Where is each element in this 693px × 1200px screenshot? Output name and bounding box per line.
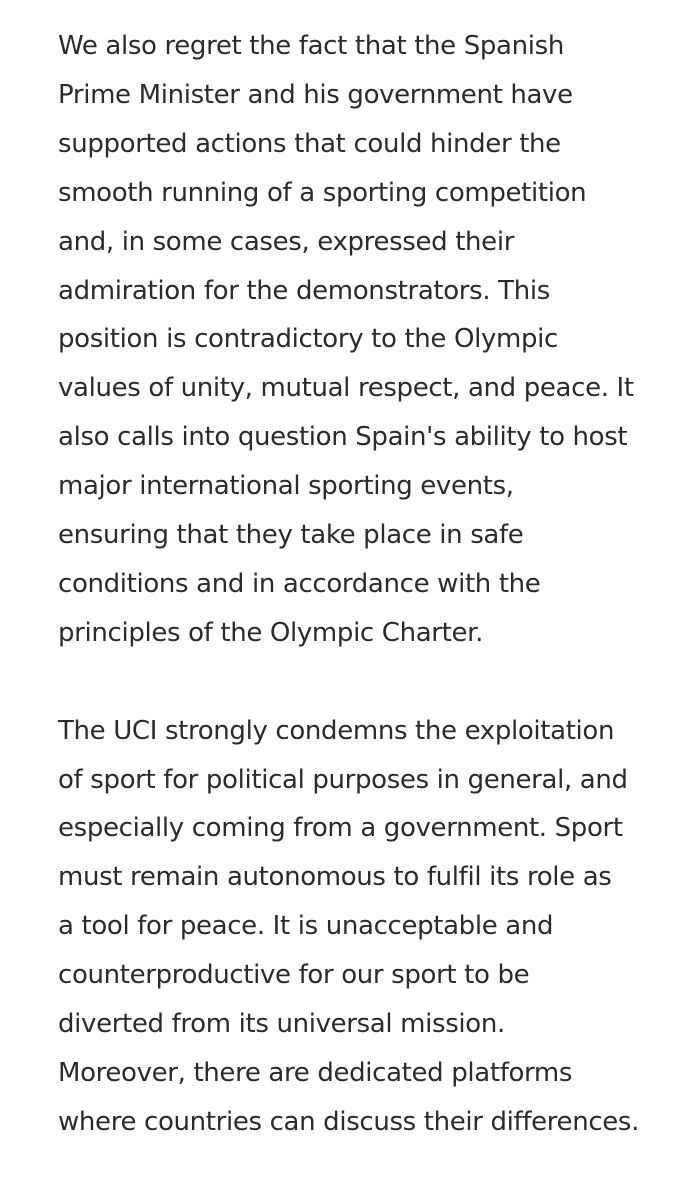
- text-line: especially coming from a government. Sport: [58, 813, 623, 844]
- text-line: conditions and in accordance with the: [58, 568, 541, 599]
- text-line: must remain autonomous to fulfil its role as: [58, 862, 612, 893]
- text-line: major international sporting events,: [58, 471, 514, 502]
- text-line: a tool for peace. It is unacceptable and: [58, 911, 554, 942]
- text-line: position is contradictory to the Olympic: [58, 324, 558, 355]
- text-line: smooth running of a sporting competition: [58, 177, 587, 208]
- text-line: where countries can discuss their differences.: [58, 1106, 640, 1137]
- paragraph-uci-condemnation: [58, 707, 678, 1147]
- text-line: diverted from its universal mission.: [58, 1009, 505, 1040]
- text-line: and, in some cases, expressed their: [58, 226, 515, 257]
- text-line: also calls into question Spain's ability to host: [58, 422, 628, 453]
- text-line: admiration for the demonstrators. This: [58, 275, 550, 306]
- text-line: principles of the Olympic Charter.: [58, 617, 484, 648]
- text-line: Moreover, there are dedicated platforms: [58, 1058, 573, 1089]
- text-line: ensuring that they take place in safe: [58, 520, 524, 551]
- text-line: supported actions that could hinder the: [58, 128, 561, 159]
- article-body: [58, 22, 678, 1147]
- text-line: counterproductive for our sport to be: [58, 960, 530, 991]
- paragraph-spanish-government: [58, 22, 678, 658]
- text-line: values of unity, mutual respect, and peace. It: [58, 373, 634, 404]
- text-line: The UCI strongly condemns the exploitation: [58, 715, 615, 746]
- text-line: Prime Minister and his government have: [58, 79, 573, 110]
- text-line: We also regret the fact that the Spanish: [58, 31, 564, 61]
- text-line: of sport for political purposes in general, and: [58, 764, 628, 795]
